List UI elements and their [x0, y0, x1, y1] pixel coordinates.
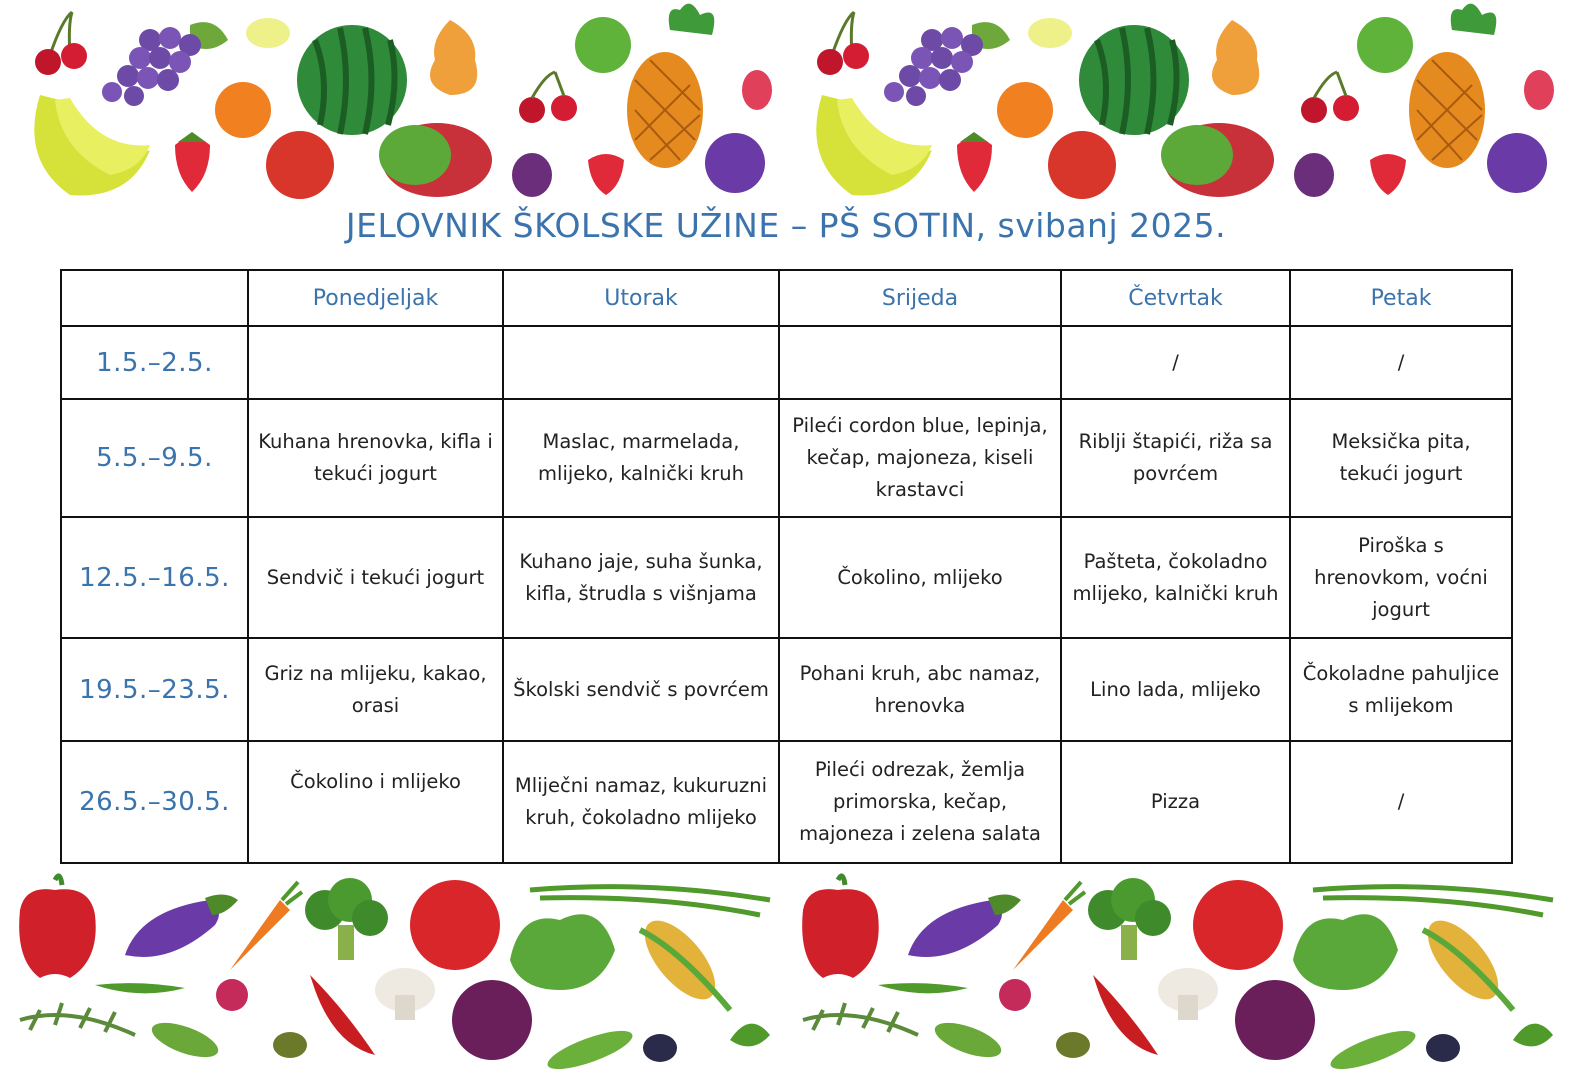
header-day: Ponedjeljak	[248, 270, 503, 326]
orange-icon	[215, 82, 271, 138]
meal-cell: Sendvič i tekući jogurt	[248, 517, 503, 638]
mango-icon	[379, 123, 492, 197]
green-onion-icon	[530, 887, 770, 915]
lemon-icon	[246, 18, 290, 48]
meal-cell: Mliječni namaz, kukuruzni kruh, čokoladno mlijeko	[503, 741, 779, 863]
chili-pepper-icon	[310, 975, 375, 1055]
olive-icon	[643, 1034, 677, 1062]
basil-icon	[730, 1024, 770, 1047]
green-apple-icon	[575, 17, 631, 73]
meal-cell: Pohani kruh, abc namaz, hrenovka	[779, 638, 1061, 741]
meal-cell: /	[1290, 741, 1512, 863]
week-label: 19.5.–23.5.	[61, 638, 248, 741]
meal-cell: Školski sendvič s povrćem	[503, 638, 779, 741]
green-pepper-icon	[95, 983, 185, 993]
radish-icon	[216, 979, 248, 1011]
cherries-icon	[35, 12, 87, 75]
header-day: Utorak	[503, 270, 779, 326]
pear-icon	[430, 20, 477, 95]
bell-pepper-icon	[19, 876, 96, 978]
meal-cell: Lino lada, mlijeko	[1061, 638, 1290, 741]
tomato-icon	[410, 880, 500, 970]
banana-icon	[34, 95, 150, 195]
meal-cell: /	[1061, 326, 1290, 399]
week-label: 12.5.–16.5.	[61, 517, 248, 638]
meal-cell: Pileći odrezak, žemlja primorska, kečap, majoneza i zelena salata	[779, 741, 1061, 863]
olive-icon	[273, 1032, 307, 1058]
meal-cell: Kuhana hrenovka, kifla i tekući jogurt	[248, 399, 503, 517]
header-corner	[61, 270, 248, 326]
pineapple-icon	[627, 4, 714, 168]
rosemary-icon	[20, 1003, 135, 1035]
meal-cell: Maslac, marmelada, mlijeko, kalnički kruh	[503, 399, 779, 517]
raspberry-icon	[742, 70, 772, 110]
header-day: Srijeda	[779, 270, 1061, 326]
meal-cell	[779, 326, 1061, 399]
meal-cell: Riblji štapići, riža sa povrćem	[1061, 399, 1290, 517]
week-label: 1.5.–2.5.	[61, 326, 248, 399]
week-label: 5.5.–9.5.	[61, 399, 248, 517]
meal-cell: Griz na mlijeku, kakao, orasi	[248, 638, 503, 741]
grapes-icon	[102, 22, 228, 106]
carrot-icon	[230, 882, 302, 970]
meal-cell	[248, 326, 503, 399]
broccoli-icon	[305, 878, 388, 960]
meal-cell: Čokolino, mlijeko	[779, 517, 1061, 638]
watermelon-icon	[297, 25, 407, 135]
meal-cell: Čokoladne pahuljice s mlijekom	[1290, 638, 1512, 741]
table-row	[61, 326, 1512, 399]
table-row	[61, 517, 1512, 638]
page-title: JELOVNIK ŠKOLSKE UŽINE – PŠ SOTIN, svibanj 2025.	[345, 206, 1227, 245]
table-header-row	[61, 270, 1512, 326]
meal-cell: Čokolino i mlijeko	[248, 741, 503, 863]
cucumber-icon	[148, 1016, 223, 1064]
plum-icon	[705, 133, 765, 193]
vegetable-illustrations	[0, 870, 1572, 1080]
eggplant-icon	[125, 894, 238, 957]
header-day: Četvrtak	[1061, 270, 1290, 326]
fig-icon	[512, 153, 552, 197]
meal-cell: Pašteta, čokoladno mlijeko, kalnički kruh	[1061, 517, 1290, 638]
peas-icon	[544, 1023, 637, 1076]
meal-cell: Pileći cordon blue, lepinja, kečap, majoneza, kiseli krastavci	[779, 399, 1061, 517]
corn-icon	[632, 909, 730, 1011]
cherries-icon	[519, 72, 577, 123]
apple-icon	[266, 131, 334, 199]
strawberry-icon	[588, 154, 624, 195]
strawberry-icon	[175, 132, 210, 192]
table-row	[61, 399, 1512, 517]
fruit-illustrations	[0, 0, 1572, 205]
meal-cell: Piroška s hrenovkom, voćni jogurt	[1290, 517, 1512, 638]
meal-cell	[503, 326, 779, 399]
header-day: Petak	[1290, 270, 1512, 326]
table-row	[61, 638, 1512, 741]
week-label: 26.5.–30.5.	[61, 741, 248, 863]
fruit-border-top	[0, 0, 1572, 205]
mushroom-icon	[375, 968, 435, 1020]
vegetable-border-bottom	[0, 870, 1572, 1080]
meal-cell: /	[1290, 326, 1512, 399]
meal-cell: Meksička pita, tekući jogurt	[1290, 399, 1512, 517]
meal-cell: Pizza	[1061, 741, 1290, 863]
menu-table	[60, 269, 1513, 864]
meal-cell: Kuhano jaje, suha šunka, kifla, štrudla s višnjama	[503, 517, 779, 638]
table-row	[61, 741, 1512, 863]
